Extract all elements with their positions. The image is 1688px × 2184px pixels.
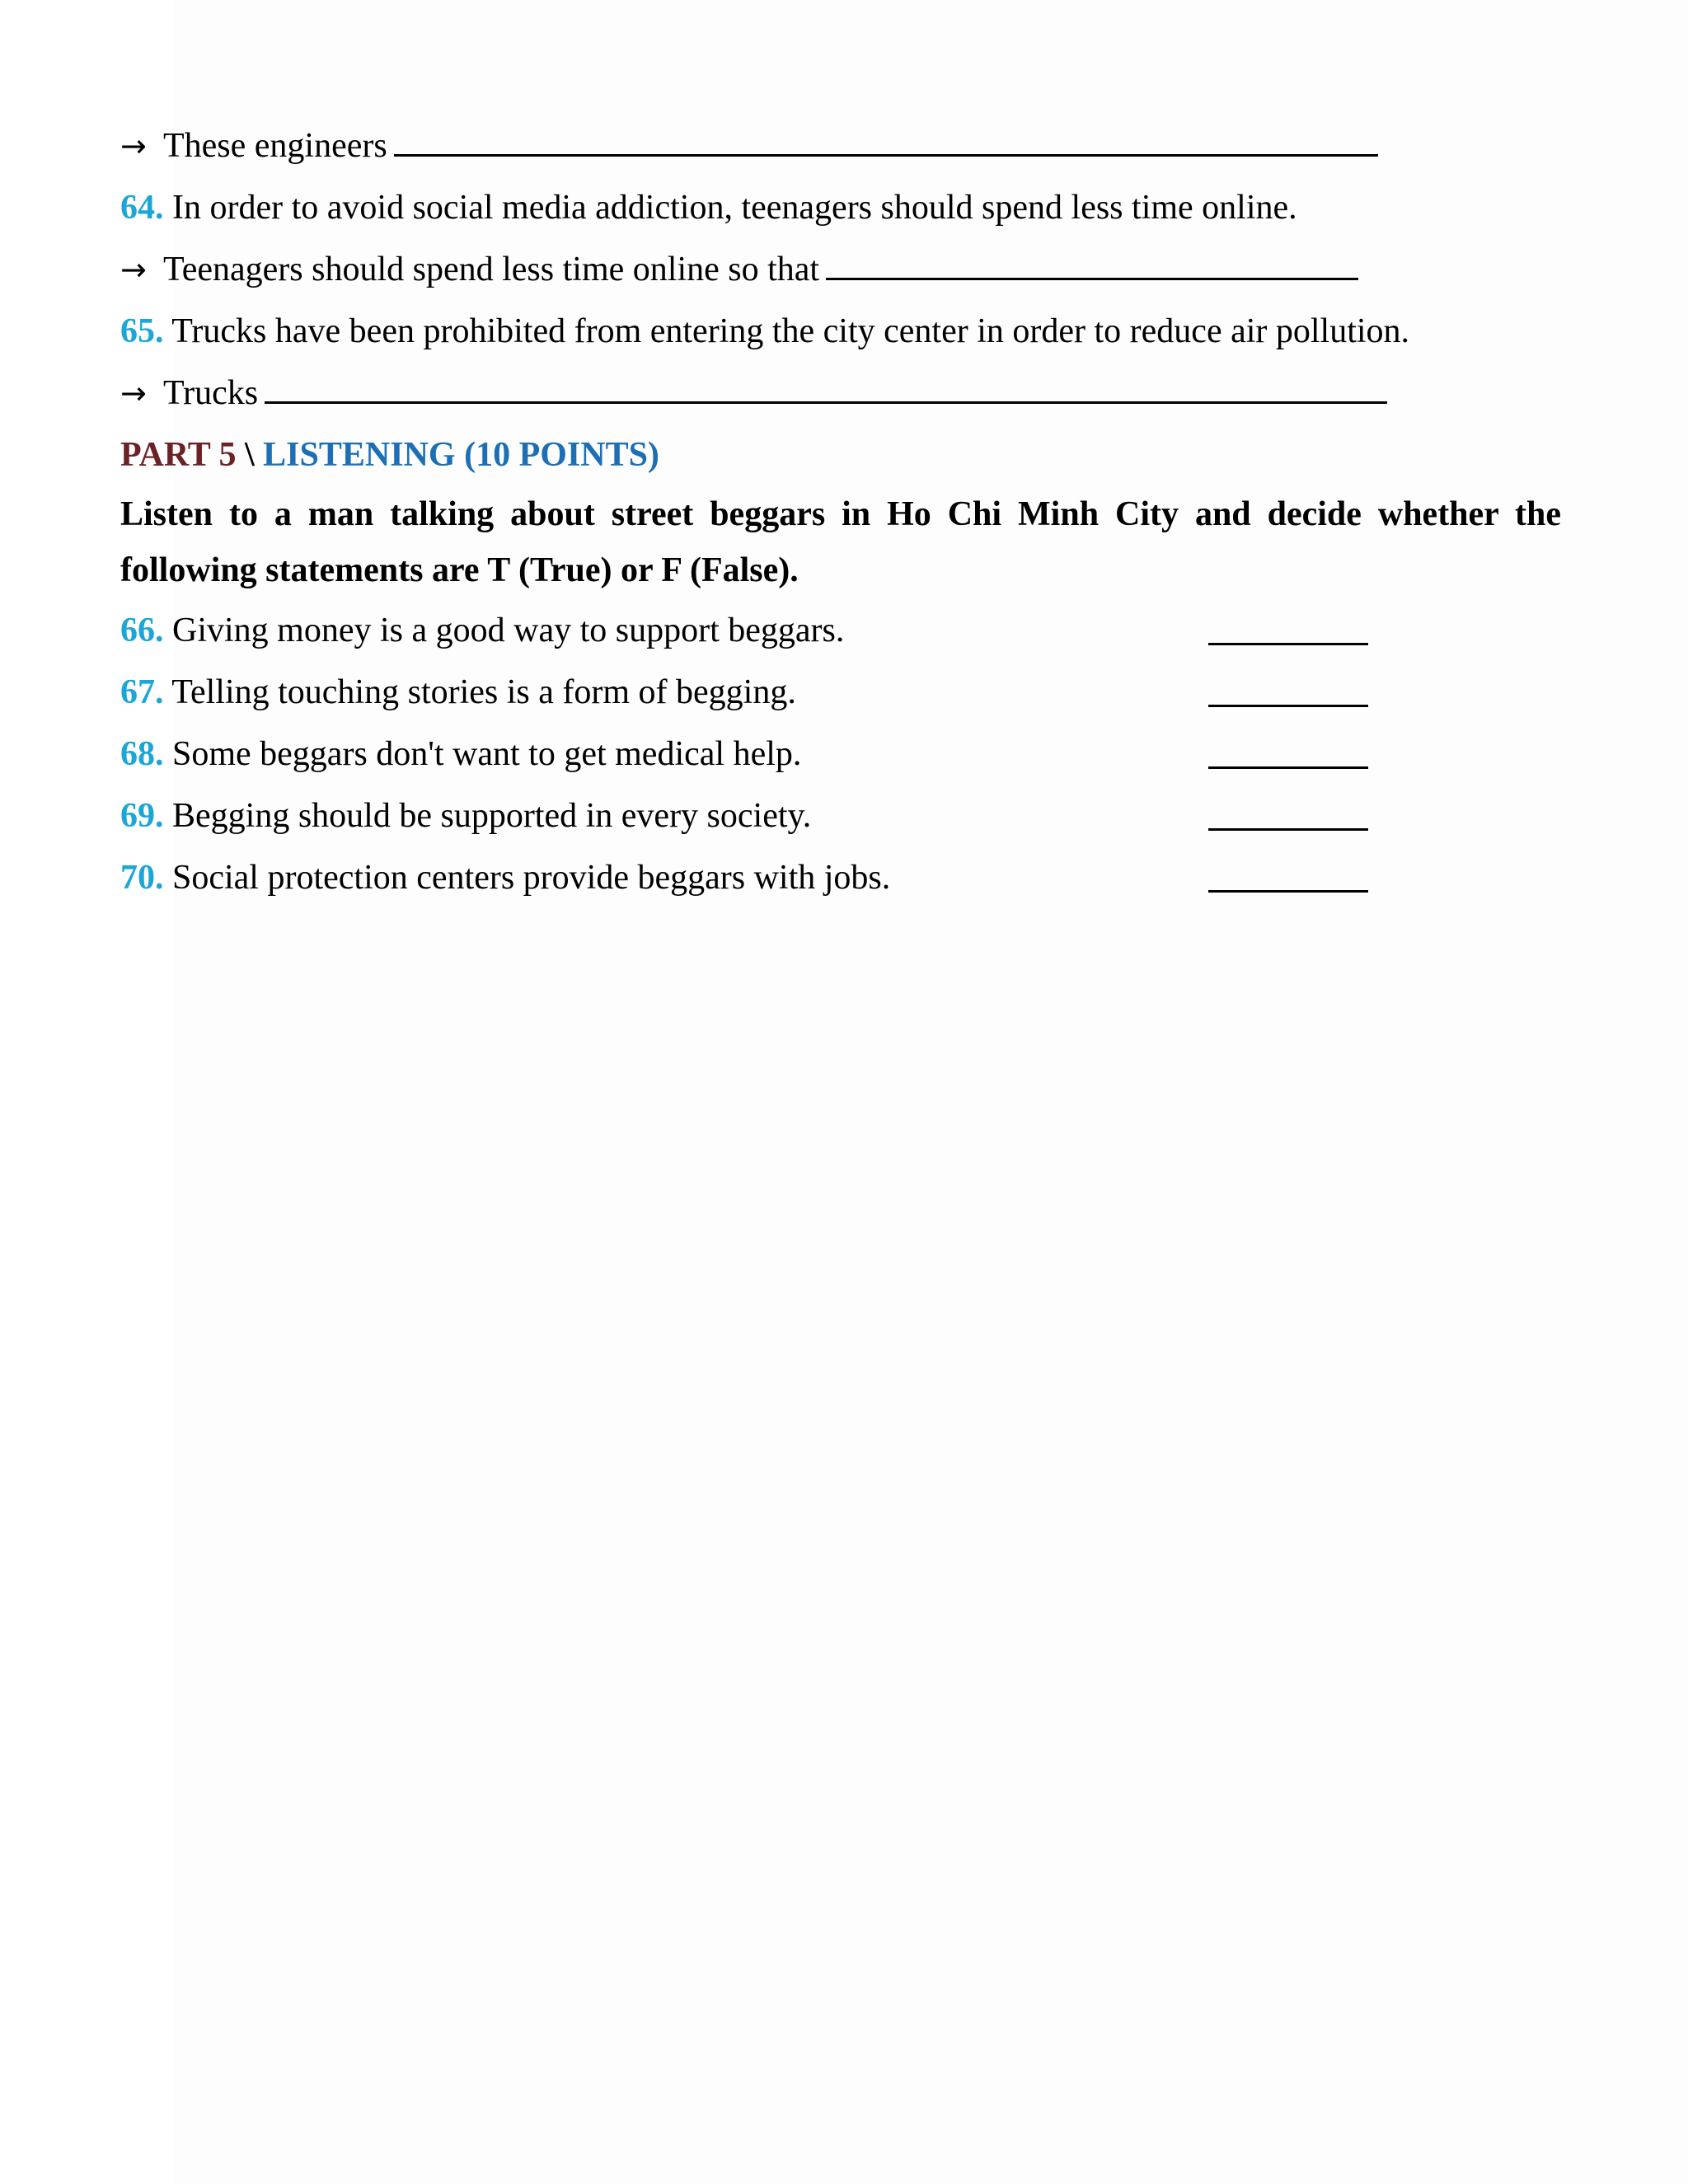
statement-66 (120, 600, 1563, 662)
question-text: In order to avoid social media addiction, teenagers should spend less time online. (172, 189, 1297, 227)
question-number: 68. (120, 735, 164, 773)
answer-prefix: These engineers (163, 127, 387, 165)
part-5-heading (120, 424, 1563, 486)
arrow-right-icon: → (120, 375, 147, 411)
answer-line-64 (120, 239, 1563, 301)
statement-text: Some beggars don't want to get medical help. (172, 735, 802, 773)
statement-67 (120, 662, 1563, 724)
question-number: 66. (120, 612, 164, 649)
statement-70 (120, 847, 1563, 909)
arrow-right-icon: → (120, 251, 147, 288)
statement-69 (120, 785, 1563, 847)
part-separator: \ (244, 436, 255, 474)
statement-text: Social protection centers provide beggars with jobs. (172, 859, 891, 897)
question-number: 70. (120, 859, 164, 897)
answer-prefix: Trucks (163, 374, 259, 412)
answer-prefix: Teenagers should spend less time online so that (163, 251, 820, 288)
answer-line-63 (120, 115, 1563, 177)
part-5-instruction: Listen to a man talking about street beggars in Ho Chi Minh City and decide whether the following statements are T (True) or F (False). (120, 495, 1561, 589)
question-number: 67. (120, 673, 164, 711)
question-64 (120, 177, 1563, 239)
answer-line-65 (120, 363, 1563, 424)
part-name: LISTENING (10 POINTS) (263, 436, 659, 474)
statement-68 (120, 724, 1563, 785)
question-text: Trucks have been prohibited from entering the city center in order to reduce air pollution. (171, 312, 1410, 350)
question-number: 69. (120, 797, 164, 835)
answer-blank[interactable] (1208, 865, 1368, 893)
answer-blank[interactable] (1208, 680, 1368, 707)
answer-blank[interactable] (265, 363, 1387, 404)
statement-text: Telling touching stories is a form of begging. (171, 673, 796, 711)
question-number: 65. (120, 312, 164, 350)
answer-blank[interactable] (1208, 804, 1368, 831)
statement-text: Giving money is a good way to support beggars. (172, 612, 845, 649)
statement-text: Begging should be supported in every society. (172, 797, 812, 835)
arrow-right-icon: → (120, 128, 147, 164)
answer-blank[interactable] (1208, 742, 1368, 769)
question-number: 64. (120, 189, 164, 227)
worksheet-content (120, 115, 1563, 909)
question-65 (120, 301, 1563, 363)
answer-blank[interactable] (394, 116, 1378, 157)
answer-blank[interactable] (826, 240, 1358, 280)
answer-blank[interactable] (1208, 618, 1368, 645)
part-label: PART 5 (120, 436, 237, 474)
